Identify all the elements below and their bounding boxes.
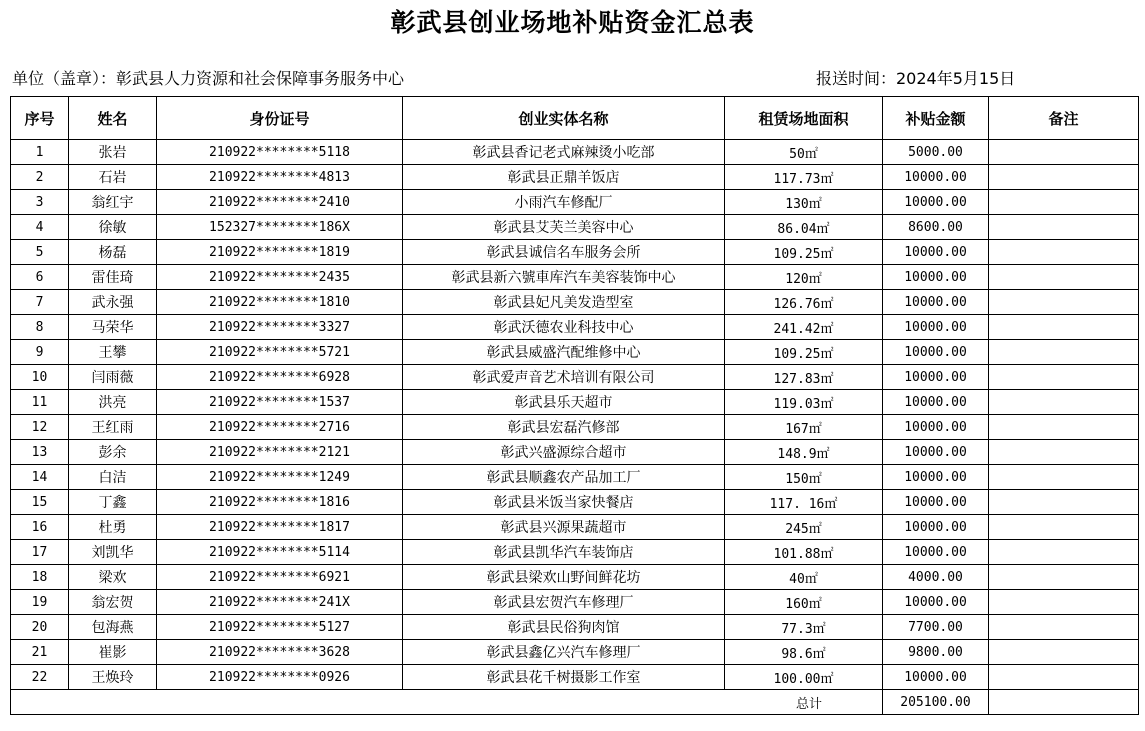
cell-remark [989,615,1139,640]
cell-amount: 10000.00 [883,515,989,540]
cell-entity: 彰武县诚信名车服务会所 [403,240,725,265]
cell-area: 241.42㎡ [725,315,883,340]
cell-index: 7 [11,290,69,315]
cell-entity: 彰武县正鼎羊饭店 [403,165,725,190]
cell-remark [989,415,1139,440]
cell-amount: 9800.00 [883,640,989,665]
table-row [11,340,1139,365]
cell-remark [989,465,1139,490]
cell-amount: 8600.00 [883,215,989,240]
table-row [11,165,1139,190]
cell-id: 210922********1817 [157,515,403,540]
table-row [11,265,1139,290]
col-header-index: 序号 [11,97,69,140]
cell-index: 3 [11,190,69,215]
cell-amount: 10000.00 [883,265,989,290]
cell-amount: 10000.00 [883,590,989,615]
table-row [11,240,1139,265]
cell-index: 10 [11,365,69,390]
cell-entity: 彰武县新六號車库汽车美容装饰中心 [403,265,725,290]
cell-name: 丁鑫 [69,490,157,515]
cell-remark [989,590,1139,615]
cell-entity: 彰武县米饭当家快餐店 [403,490,725,515]
cell-index: 17 [11,540,69,565]
cell-remark [989,490,1139,515]
cell-remark [989,165,1139,190]
cell-id: 210922********5721 [157,340,403,365]
cell-remark [989,190,1139,215]
cell-index: 13 [11,440,69,465]
cell-remark [989,290,1139,315]
cell-entity: 彰武县宏贺汽车修理厂 [403,590,725,615]
cell-area: 86.04㎡ [725,215,883,240]
table-row [11,290,1139,315]
cell-name: 王攀 [69,340,157,365]
report-time: 报送时间：2024年5月15日 [816,69,1016,88]
cell-area: 150㎡ [725,465,883,490]
cell-name: 徐敏 [69,215,157,240]
cell-entity: 彰武县艾芙兰美容中心 [403,215,725,240]
cell-name: 武永强 [69,290,157,315]
cell-id: 210922********2435 [157,265,403,290]
cell-name: 刘凯华 [69,540,157,565]
cell-index: 9 [11,340,69,365]
cell-remark [989,365,1139,390]
cell-remark [989,665,1139,690]
cell-entity: 彰武沃德农业科技中心 [403,315,725,340]
cell-name: 雷佳琦 [69,265,157,290]
cell-id: 210922********1819 [157,240,403,265]
cell-id: 210922********241X [157,590,403,615]
cell-entity: 彰武县梁欢山野间鲜花坊 [403,565,725,590]
cell-id: 210922********2121 [157,440,403,465]
cell-area: 77.3㎡ [725,615,883,640]
cell-entity: 小雨汽车修配厂 [403,190,725,215]
cell-area: 117. 16㎡ [725,490,883,515]
cell-remark [989,565,1139,590]
total-label: 总计 [11,690,883,715]
cell-amount: 10000.00 [883,365,989,390]
col-header-amount: 补贴金额 [883,97,989,140]
col-header-id: 身份证号 [157,97,403,140]
cell-index: 4 [11,215,69,240]
cell-index: 19 [11,590,69,615]
cell-index: 8 [11,315,69,340]
cell-name: 王红雨 [69,415,157,440]
cell-entity: 彰武县香记老式麻辣烫小吃部 [403,140,725,165]
cell-amount: 10000.00 [883,540,989,565]
table-row [11,365,1139,390]
cell-amount: 10000.00 [883,440,989,465]
cell-area: 119.03㎡ [725,390,883,415]
cell-name: 石岩 [69,165,157,190]
cell-entity: 彰武爱声音艺术培训有限公司 [403,365,725,390]
cell-index: 15 [11,490,69,515]
cell-remark [989,265,1139,290]
cell-area: 109.25㎡ [725,240,883,265]
cell-index: 20 [11,615,69,640]
cell-entity: 彰武兴盛源综合超市 [403,440,725,465]
cell-area: 117.73㎡ [725,165,883,190]
col-header-name: 姓名 [69,97,157,140]
cell-entity: 彰武县宏磊汽修部 [403,415,725,440]
cell-amount: 10000.00 [883,240,989,265]
cell-area: 130㎡ [725,190,883,215]
cell-name: 崔影 [69,640,157,665]
cell-index: 21 [11,640,69,665]
cell-name: 彭余 [69,440,157,465]
cell-entity: 彰武县花千树摄影工作室 [403,665,725,690]
total-amount: 205100.00 [883,690,989,715]
cell-entity: 彰武县凯华汽车装饰店 [403,540,725,565]
cell-id: 210922********1249 [157,465,403,490]
cell-name: 王焕玲 [69,665,157,690]
cell-id: 210922********6921 [157,565,403,590]
cell-remark [989,540,1139,565]
cell-id: 210922********3327 [157,315,403,340]
cell-entity: 彰武县威盛汽配维修中心 [403,340,725,365]
page-title: 彰武县创业场地补贴资金汇总表 [390,8,755,37]
cell-id: 210922********5118 [157,140,403,165]
cell-remark [989,340,1139,365]
cell-amount: 7700.00 [883,615,989,640]
cell-name: 杜勇 [69,515,157,540]
cell-entity: 彰武县顺鑫农产品加工厂 [403,465,725,490]
table-row [11,490,1139,515]
cell-entity: 彰武县民俗狗肉馆 [403,615,725,640]
cell-name: 洪亮 [69,390,157,415]
cell-index: 22 [11,665,69,690]
cell-area: 98.6㎡ [725,640,883,665]
header-row [11,97,1139,140]
cell-area: 109.25㎡ [725,340,883,365]
cell-area: 126.76㎡ [725,290,883,315]
cell-amount: 10000.00 [883,340,989,365]
cell-area: 50㎡ [725,140,883,165]
cell-area: 101.88㎡ [725,540,883,565]
unit-label: 单位（盖章）：彰武县人力资源和社会保障事务服务中心 [12,69,405,88]
cell-entity: 彰武县兴源果蔬超市 [403,515,725,540]
table-row [11,515,1139,540]
cell-id: 210922********4813 [157,165,403,190]
cell-index: 1 [11,140,69,165]
cell-id: 210922********5114 [157,540,403,565]
cell-area: 120㎡ [725,265,883,290]
table-row [11,215,1139,240]
table-row [11,465,1139,490]
cell-id: 210922********2410 [157,190,403,215]
cell-remark [989,240,1139,265]
cell-area: 245㎡ [725,515,883,540]
cell-amount: 10000.00 [883,490,989,515]
total-row [11,690,1139,715]
cell-remark [989,315,1139,340]
col-header-entity: 创业实体名称 [403,97,725,140]
cell-area: 40㎡ [725,565,883,590]
cell-area: 127.83㎡ [725,365,883,390]
cell-area: 100.00㎡ [725,665,883,690]
cell-amount: 10000.00 [883,415,989,440]
cell-index: 11 [11,390,69,415]
table-row [11,440,1139,465]
cell-name: 包海燕 [69,615,157,640]
table-row [11,390,1139,415]
table-row [11,590,1139,615]
subsidy-table [10,96,1139,715]
cell-index: 14 [11,465,69,490]
cell-remark [989,140,1139,165]
cell-name: 梁欢 [69,565,157,590]
cell-name: 翁宏贺 [69,590,157,615]
cell-name: 杨磊 [69,240,157,265]
cell-entity: 彰武县乐天超市 [403,390,725,415]
cell-amount: 10000.00 [883,190,989,215]
cell-amount: 10000.00 [883,665,989,690]
cell-id: 152327********186X [157,215,403,240]
table-row [11,415,1139,440]
cell-area: 148.9㎡ [725,440,883,465]
cell-amount: 10000.00 [883,390,989,415]
cell-index: 6 [11,265,69,290]
cell-amount: 10000.00 [883,290,989,315]
cell-entity: 彰武县妃凡美发造型室 [403,290,725,315]
cell-name: 马荣华 [69,315,157,340]
table-row [11,190,1139,215]
cell-index: 12 [11,415,69,440]
cell-index: 5 [11,240,69,265]
cell-remark [989,640,1139,665]
table-row [11,640,1139,665]
cell-id: 210922********1816 [157,490,403,515]
cell-index: 16 [11,515,69,540]
cell-name: 翁红宇 [69,190,157,215]
table-row [11,315,1139,340]
cell-entity: 彰武县鑫亿兴汽车修理厂 [403,640,725,665]
cell-amount: 10000.00 [883,165,989,190]
cell-remark [989,215,1139,240]
cell-area: 160㎡ [725,590,883,615]
cell-id: 210922********1810 [157,290,403,315]
cell-area: 167㎡ [725,415,883,440]
table-row [11,565,1139,590]
cell-remark [989,440,1139,465]
cell-id: 210922********3628 [157,640,403,665]
cell-amount: 10000.00 [883,465,989,490]
cell-id: 210922********1537 [157,390,403,415]
cell-name: 张岩 [69,140,157,165]
cell-name: 闫雨薇 [69,365,157,390]
table-row [11,615,1139,640]
total-remark [989,690,1139,715]
cell-remark [989,515,1139,540]
cell-id: 210922********0926 [157,665,403,690]
table-row [11,140,1139,165]
cell-id: 210922********2716 [157,415,403,440]
cell-id: 210922********6928 [157,365,403,390]
cell-amount: 10000.00 [883,315,989,340]
cell-index: 2 [11,165,69,190]
table-row [11,540,1139,565]
col-header-remark: 备注 [989,97,1139,140]
cell-name: 白洁 [69,465,157,490]
cell-id: 210922********5127 [157,615,403,640]
cell-index: 18 [11,565,69,590]
table-row [11,665,1139,690]
cell-amount: 5000.00 [883,140,989,165]
cell-amount: 4000.00 [883,565,989,590]
cell-remark [989,390,1139,415]
col-header-area: 租赁场地面积 [725,97,883,140]
